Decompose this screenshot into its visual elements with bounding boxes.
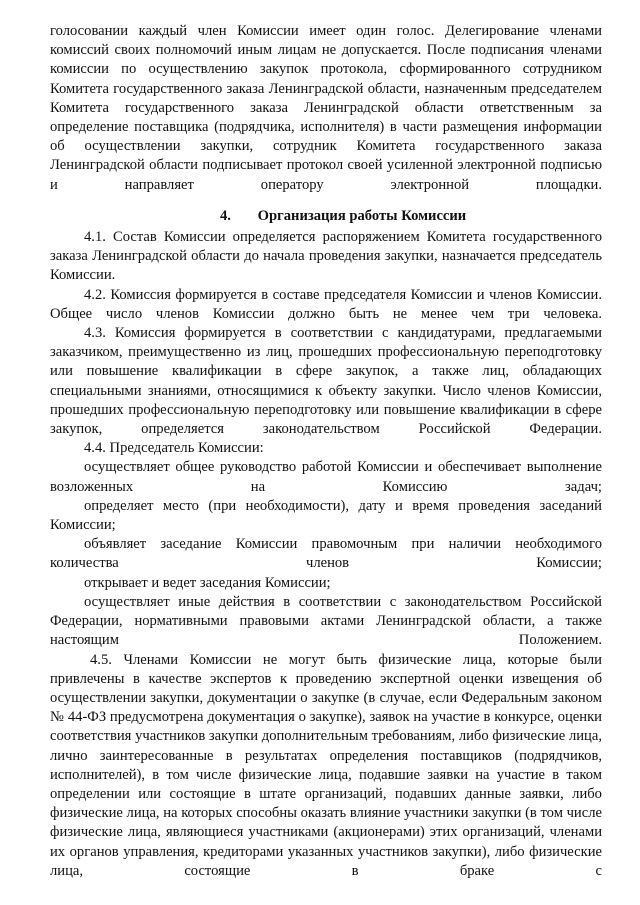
section-heading xyxy=(50,207,602,226)
text-line: объявляет заседание Комиссии правомочным при наличии необходимого xyxy=(84,536,602,553)
text-line: количества членов Комиссии; xyxy=(50,555,602,572)
text-line: определяет место (при необходимости), дату и время проведения заседаний xyxy=(84,497,602,514)
clause-4-1 xyxy=(50,228,602,286)
section-title: Организация работы Комиссии xyxy=(257,207,467,224)
text-line: председатель Комиссии. xyxy=(50,248,602,284)
clause-4-2 xyxy=(50,286,602,324)
clause-4-4-item xyxy=(50,574,602,593)
text-line: усиленной электронной подписью и направляет оператору электронной площадки. xyxy=(50,157,602,193)
document-page xyxy=(50,22,602,881)
text-line: подавших данные заявки, либо физические лица, на которых способны оказать xyxy=(50,785,602,822)
text-line: комиссий своих полномочий иным лицам не допускается. После подписания xyxy=(50,42,544,59)
text-line: конкурсе, оценки соответствия участников закупки дополнительным требованиям, xyxy=(50,709,602,745)
text-line: заказа Ленинградской области до начала проведения закупки, назначается xyxy=(50,248,516,265)
text-line: квалификации в сфере закупок, определяется законодательством Российской xyxy=(50,401,602,438)
text-line: осуществляет общее руководство работой Комиссии и обеспечивает xyxy=(84,459,521,476)
text-line: либо физические лица, лично заинтересованные в результатах определения xyxy=(50,728,602,764)
text-line: поставщиков (подрядчиков, исполнителей), в том числе физические лица, подавшие xyxy=(50,747,602,783)
text-line: сотрудником Комитета государственного заказа Ленинградской области, xyxy=(50,61,602,97)
section-number: 4. xyxy=(220,207,231,224)
text-line: государственного заказа Ленинградской области подписывает протокол своей xyxy=(50,138,602,174)
text-line: (акционерами) этих организаций, членами их органов управления, кредиторами xyxy=(50,824,603,860)
text-line: настоящим Положением. xyxy=(50,632,602,649)
text-line: Комиссии; xyxy=(50,517,116,534)
text-line: 4.2. Комиссия формируется в составе председателя Комиссии и членов xyxy=(84,286,533,303)
text-line: 4.1. Состав Комиссии определяется распоряжением Комитета государственного xyxy=(84,229,602,246)
text-line: назначенным председателем Комитета государственного заказа Ленинградской xyxy=(50,80,602,116)
text-line: привлечены в качестве экспертов к проведению экспертной оценки извещения об xyxy=(50,670,602,687)
clause-4-3 xyxy=(50,324,602,439)
clause-4-4-item xyxy=(50,535,602,573)
text-line: заказчиком, преимущественно из лиц, прошедших профессиональную xyxy=(50,344,499,361)
text-line: осуществляет иные действия в соответствии с законодательством Российской xyxy=(84,593,602,610)
text-line: выполнение возложенных на Комиссию задач; xyxy=(50,459,602,495)
text-line: 4.3. Комиссия формируется в соответствии с кандидатурами, предлагаемыми xyxy=(84,325,602,342)
clause-4-4-item xyxy=(50,458,602,496)
text-line: осуществлении закупки, документации о закупке (в случае, если Федеральным xyxy=(50,689,548,706)
text-line: членами комиссии по осуществлению закупок протокола, сформированного xyxy=(50,42,602,78)
clause-4-4-title xyxy=(50,439,602,458)
text-line: заявки на участие в таком определении или состоящие в штате организаций, xyxy=(50,766,602,802)
clause-4-4-item xyxy=(50,593,602,651)
text-line: части размещения информации об осуществлении закупки, сотрудник Комитета xyxy=(50,119,602,155)
text-line: голосовании каждый член Комиссии имеет один голос. Делегирование членами xyxy=(50,23,602,39)
text-line: переподготовку или повышение квалификации в сфере закупок, а также лиц, xyxy=(50,344,602,380)
text-line: 4.4. Председатель Комиссии: xyxy=(84,440,264,457)
text-line: Федерации, нормативными правовыми актами Ленинградской области, а также xyxy=(50,613,602,630)
opening-paragraph xyxy=(50,22,602,195)
text-line: открывает и ведет заседания Комиссии; xyxy=(84,574,331,591)
text-line: указанных участников закупки), либо физические лица, состоящие в браке с xyxy=(50,843,602,879)
text-line: Федерации. xyxy=(529,421,602,438)
text-line: области ответственным за определение поставщика (подрядчика, исполнителя) в xyxy=(50,99,602,136)
text-line: обладающих специальными знаниями, относящимися к объекту закупки. Число xyxy=(50,363,603,399)
clause-4-5 xyxy=(50,651,602,881)
text-line: законом № 44-ФЗ предусмотрена документация о закупке), заявок на участие в xyxy=(50,689,602,726)
text-line: Комиссии. Общее число членов Комиссии должно быть не менее чем три человека. xyxy=(50,286,602,322)
text-line: влияние участники закупки (в том числе физические лица, являющиеся участниками xyxy=(50,805,602,841)
text-line: 4.5. Членами Комиссии не могут быть физические лица, которые были xyxy=(90,651,602,668)
clause-4-4-item xyxy=(50,497,602,535)
text-line: членов Комиссии, прошедших профессиональную переподготовку или повышение xyxy=(50,382,603,418)
